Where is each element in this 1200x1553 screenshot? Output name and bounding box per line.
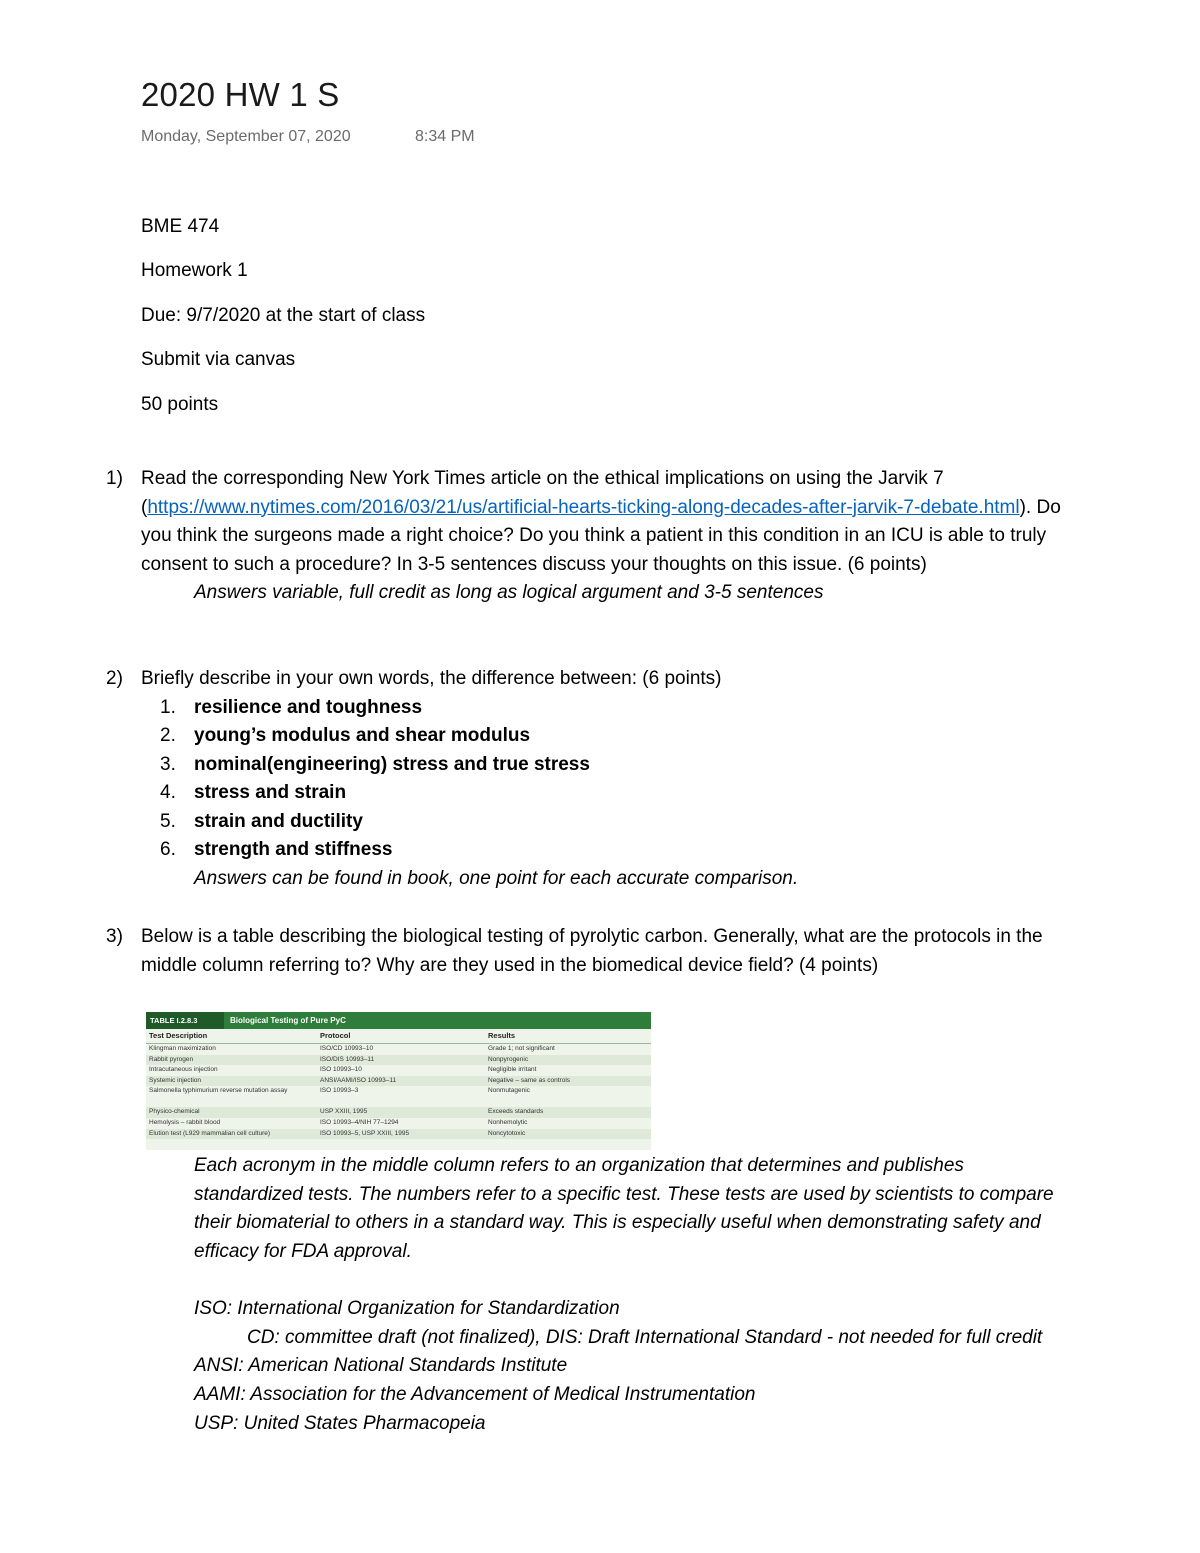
question-text [141,465,1076,608]
definition-usp: USP: United States Pharmacopeia [194,1412,486,1434]
table-row [146,1129,651,1140]
list-item [141,836,1076,865]
answer-paragraph: Each acronym in the middle column refers to an organization that determines and publishes standardized tests. The numbers refer to a specific test. These tests are used by scientists to compare their biomaterial to others in a standard way. This is especially useful when demonstrating safety and efficacy for FDA approval. [194,1155,1054,1263]
comparison-list [141,694,1076,865]
definition-cd-dis: CD: committee draft (not finalized), DIS: Draft International Standard - not needed for full credit [247,1326,1043,1348]
list-item [141,694,1076,723]
question-1 [106,465,1076,608]
table-cell: Nonmutagenic [488,1087,530,1095]
page-date: Monday, September 07, 2020 [141,128,351,145]
answer-note: Answers can be found in book, one point for each accurate comparison. [194,867,799,889]
nytimes-article-link[interactable]: https://www.nytimes.com/2016/03/21/us/artificial-hearts-ticking-along-decades-after-jarvik-7-debate.html [147,496,1020,518]
table-cell: ISO/DIS 10993–11 [320,1055,375,1063]
definition-iso: ISO: International Organization for Standardization [194,1298,620,1319]
list-item-label: resilience and toughness [194,696,423,718]
table-cell: ISO 10993–4/NIH 77–1294 [320,1118,399,1126]
list-item [141,722,1076,751]
list-item-label: strain and ductility [194,810,363,832]
table-cell: Nonhemolytic [488,1118,528,1126]
table-cell: Noncytotoxic [488,1129,526,1137]
question-number: 1) [106,468,123,489]
table-row [146,1065,651,1076]
table-cell: Negative – same as controls [488,1076,571,1084]
total-points: 50 points [141,394,219,415]
definition-aami: AAMI: Association for the Advancement of Medical Instrumentation [194,1384,756,1406]
table-header-row [146,1029,651,1044]
question-text: Below is a table describing the biological testing of pyrolytic carbon. Generally, what are the protocols in the middle column referring to? Why are they used in the biomedical device field? (4 points) [141,926,1043,976]
acronym-definitions [194,1295,1074,1439]
list-item [141,751,1076,780]
table-cell: Salmonella typhimurium reverse mutation assay [149,1087,288,1095]
table-cell: Elution test (L929 mammalian cell culture) [149,1129,271,1137]
page-meta [141,128,475,146]
table-row [146,1107,651,1118]
submit-method: Submit via canvas [141,349,296,370]
table-cell: Hemolysis – rabbit blood [149,1118,221,1126]
column-header: Results [488,1031,516,1040]
table-cell: USP XXIII, 1995 [320,1108,368,1116]
list-number: 4. [160,782,176,803]
page-title: 2020 HW 1 S [141,76,340,113]
table-title-bar [146,1012,651,1029]
table-row [146,1044,651,1055]
list-number: 3. [160,753,176,775]
question-text [141,665,1076,893]
table-row [146,1118,651,1129]
table-cell: Exceeds standards [488,1108,544,1116]
table-cell: ISO 10993–5, USP XXIII, 1995 [320,1129,410,1137]
due-date: Due: 9/7/2020 at the start of class [141,305,426,326]
answer-note: Answers variable, full credit as long as logical argument and 3-5 sentences [194,582,824,603]
list-number: 5. [160,810,176,832]
table-row [146,1076,651,1087]
list-number: 2. [160,725,176,746]
table-cell: Physico-chemical [149,1108,200,1116]
table-cell: ISO/CD 10993–10 [320,1045,374,1052]
table-cell: ANSI/AAMI/ISO 10993–11 [320,1076,397,1084]
question-3 [106,923,1076,980]
biological-testing-table [146,1012,651,1150]
course-code: BME 474 [141,216,220,237]
question-2 [106,665,1076,893]
table-row [146,1086,651,1107]
list-item-label: nominal(engineering) stress and true stress [194,753,590,775]
list-item-label: stress and strain [194,782,347,803]
table-cell: ISO 10993–10 [320,1066,362,1074]
table-cell: Nonpyrogenic [488,1055,529,1063]
definition-ansi: ANSI: American National Standards Institute [194,1355,568,1377]
list-item [141,808,1076,837]
table-number: TABLE I.2.8.3 [146,1012,224,1029]
list-item [141,779,1076,808]
question-number: 3) [106,926,123,947]
column-header: Protocol [320,1031,351,1040]
table-cell: Grade 1; not significant [488,1045,555,1052]
table-cell: Systemic injection [149,1076,202,1084]
question-text-part: Read the corresponding New York Times article on the ethical implications on using the Jarvik 7 ( [141,468,944,518]
list-item-label: young’s modulus and shear modulus [194,725,531,746]
assignment-name: Homework 1 [141,260,248,281]
list-number: 1. [160,696,176,718]
table-row [146,1055,651,1066]
question-prompt: Briefly describe in your own words, the difference between: (6 points) [141,668,722,689]
column-header: Test Description [149,1031,208,1040]
table-cell: Rabbit pyrogen [149,1055,194,1063]
list-number: 6. [160,839,176,860]
table-cell: Intracutaneous injection [149,1066,218,1074]
table-caption: Biological Testing of Pure PyC [230,1016,346,1025]
table-cell: Klingman maximization [149,1045,216,1052]
question-number: 2) [106,668,123,689]
list-item-label: strength and stiffness [194,839,393,860]
table-cell: Negligible irritant [488,1066,537,1074]
question-text-part: ). Do you think the surgeons made a right choice? Do you think a patient in this condition in an ICU is able to truly consent to such a procedure? In 3-5 sentences discuss your thoughts on this issue. (6 points) [141,496,1061,575]
table-cell: ISO 10993–3 [320,1087,359,1095]
page-time: 8:34 PM [415,128,475,145]
